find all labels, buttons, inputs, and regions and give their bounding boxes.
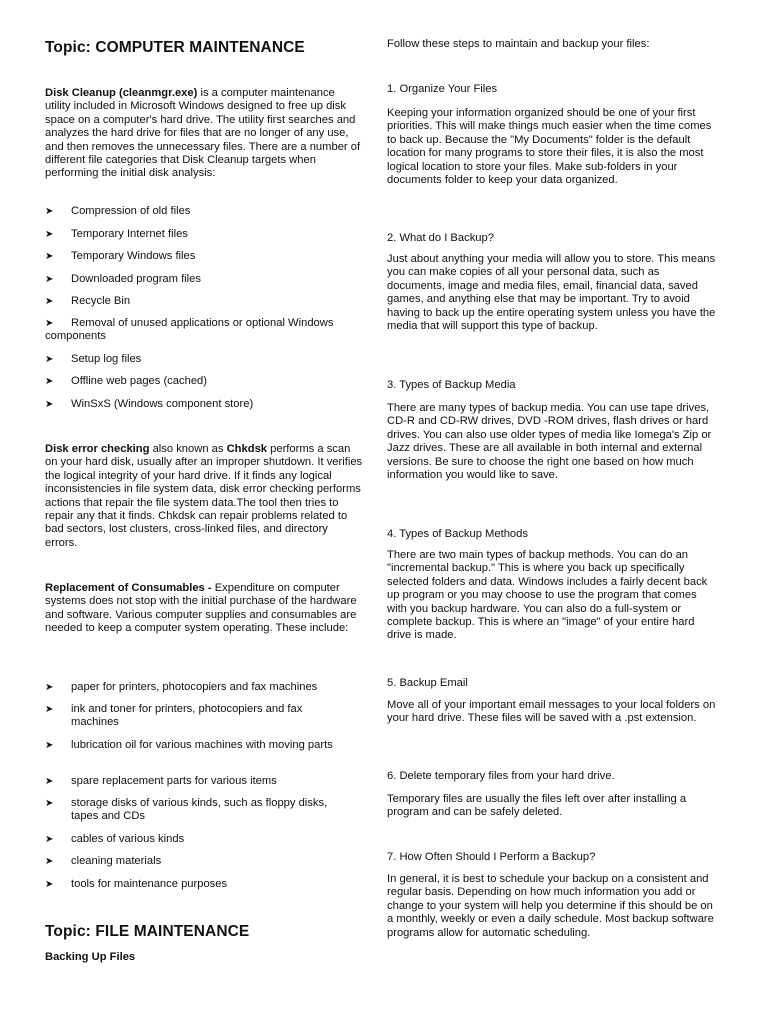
list-item: ➤ Temporary Windows files [45, 250, 196, 262]
disk-cleanup-text: is a computer maintenance utility included in Microsoft Windows designed to free up disk space on a computer's hard drive. The utility first searches and analyzes the hard drive for files that are no longer of any use, and then removes the unnecessary files. There are a number of different file categories that Disk Cleanup targets when performing the initial disk analysis: [45, 87, 361, 180]
arrow-bullet-icon: ➤ [45, 296, 54, 307]
list-item: ➤ tools for maintenance purposes [45, 878, 228, 890]
list-item: ➤ Setup log files [45, 353, 142, 365]
arrow-bullet-icon: ➤ [45, 229, 54, 240]
topic-heading-computer-maintenance: Topic: COMPUTER MAINTENANCE [45, 39, 305, 56]
arrow-bullet-icon: ➤ [45, 354, 54, 365]
arrow-bullet-icon: ➤ [45, 798, 54, 809]
arrow-bullet-icon: ➤ [45, 274, 54, 285]
arrow-bullet-icon: ➤ [45, 856, 54, 867]
arrow-bullet-icon: ➤ [45, 376, 54, 387]
list-item: ➤ Offline web pages (cached) [45, 375, 207, 387]
list-item: ➤ ink and toner for printers, photocopiers and fax machines [45, 703, 303, 729]
disk-error-text: performs a scan on your hard disk, usually after an improper shutdown. It verifies the logical integrity of your hard drive. If it finds any logical inconsistencies in file system data, disk error checking performs actions that repair the file system data.The tool then tries to repair any that it finds. Chkdsk can repair problems related to bad sectors, lost clusters, cross-linked files, and directory errors. [45, 443, 363, 549]
step-body: Just about anything your media will allow you to store. This means you can make copies of all your personal data, such as documents, image and media files, email, financial data, saved games, and anything else that may be important. Try to avoid having to back up the entire operating system unless you have the media that will support this type of backup. [387, 253, 716, 333]
arrow-bullet-icon: ➤ [45, 682, 54, 693]
chkdsk-term: Chkdsk [226, 443, 268, 455]
list-item: ➤ Compression of old files [45, 205, 191, 217]
list-item: ➤ cleaning materials [45, 855, 162, 867]
step-title: 3. Types of Backup Media [387, 379, 516, 391]
arrow-bullet-icon: ➤ [45, 206, 54, 217]
arrow-bullet-icon: ➤ [45, 776, 54, 787]
list-item: ➤ storage disks of various kinds, such as floppy disks, tapes and CDs [45, 797, 328, 823]
list-item: ➤ paper for printers, photocopiers and fax machines [45, 681, 318, 693]
consumables-term: Replacement of Consumables - [45, 582, 212, 594]
arrow-bullet-icon: ➤ [45, 251, 54, 262]
list-item: ➤ Temporary Internet files [45, 228, 188, 240]
topic-heading-file-maintenance: Topic: FILE MAINTENANCE [45, 923, 250, 940]
step-body: There are many types of backup media. You can use tape drives, CD-R and CD-RW drives, DVD -ROM drives, flash drives or hard drives. You can also use older types of media like Iomega's Zip or Jazz drives. These are all available in both internal and external versions. Be sure to choose the right one based on how much information you would like to save. [387, 402, 712, 482]
arrow-bullet-icon: ➤ [45, 399, 54, 410]
step-body: Temporary files are usually the files left over after installing a program and can be safely deleted. [387, 793, 687, 819]
list-item: ➤ spare replacement parts for various items [45, 775, 277, 787]
arrow-bullet-icon: ➤ [45, 879, 54, 890]
consumables-text: Expenditure on computer systems does not stop with the initial purchase of the hardware and software. Various computer supplies and consumables are needed to keep a computer system operating. These include: [45, 582, 357, 635]
step-body: Keeping your information organized should be one of your first priorities. This will make things much easier when the time comes to back up. Because the "My Documents" folder is the default location for many programs to store their files, it is also the most logical location to store your files. Make sub-folders in your documents folder to keep your data organized. [387, 107, 712, 187]
list-item: ➤ Removal of unused applications or optional Windows components [45, 317, 334, 343]
disk-error-term: Disk error checking [45, 443, 150, 455]
step-body: There are two main types of backup methods. You can do an "incremental backup." This is where you back up specifically selected folders and data. Windows includes a fairly decent back up program or you may choose to use the program that comes with you backup hardware. You can also do a full-system or complete backup. This is where an "image" of your entire hard drive is made. [387, 549, 708, 642]
list-item: ➤ lubrication oil for various machines with moving parts [45, 739, 333, 751]
step-body: Move all of your important email messages to your local folders on your hard drive. These files will be saved with a .pst extension. [387, 699, 716, 725]
disk-error-paragraph: Disk error checking also known as Chkdsk performs a scan on your hard disk, usually after an improper shutdown. It verifies the logical integrity of your hard drive. If it finds any logical inconsistencies in file system data, disk error checking performs actions that repair the file system data.The tool then tries to repair any that it finds. Chkdsk can repair problems related to bad sectors, lost clusters, cross-linked files, and directory errors. [45, 443, 363, 549]
arrow-bullet-icon: ➤ [45, 740, 54, 751]
step-body: In general, it is best to schedule your backup on a consistent and regular basis. Depending on how much information you add or change to your system will help you determine if this should be on a monthly, weekly or even a daily schedule. Most backup software programs allow for automatic scheduling. [387, 873, 714, 939]
list-item: ➤ WinSxS (Windows component store) [45, 398, 254, 410]
step-title: 1. Organize Your Files [387, 83, 498, 95]
list-item: ➤ cables of various kinds [45, 833, 185, 845]
consumables-paragraph [45, 582, 363, 636]
disk-cleanup-paragraph [45, 87, 363, 181]
arrow-bullet-icon: ➤ [45, 318, 54, 329]
list-item: ➤ Recycle Bin [45, 295, 131, 307]
step-title: 2. What do I Backup? [387, 232, 494, 244]
step-title: 5. Backup Email [387, 677, 468, 689]
intro-text: Follow these steps to maintain and backup your files: [387, 38, 650, 50]
step-title: 4. Types of Backup Methods [387, 528, 528, 540]
list-item: ➤ Downloaded program files [45, 273, 201, 285]
arrow-bullet-icon: ➤ [45, 834, 54, 845]
step-title: 6. Delete temporary files from your hard drive. [387, 770, 615, 782]
arrow-bullet-icon: ➤ [45, 704, 54, 715]
subheading-backing-up-files: Backing Up Files [45, 951, 136, 963]
step-title: 7. How Often Should I Perform a Backup? [387, 851, 596, 863]
disk-cleanup-term: Disk Cleanup (cleanmgr.exe) [45, 87, 198, 99]
